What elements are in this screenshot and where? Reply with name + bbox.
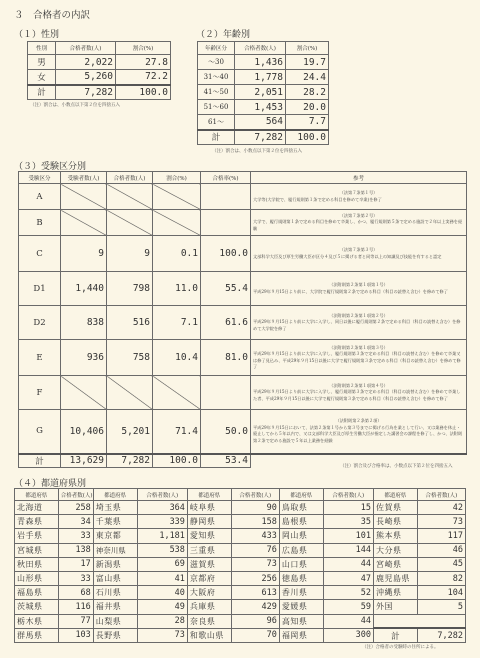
- pref-header-count: 合格者数(人): [58, 489, 93, 501]
- section-heading: ３ 合格者の内訳: [14, 10, 91, 21]
- pref-name: 香川県: [279, 586, 323, 600]
- pref-name: 埼玉県: [93, 501, 137, 515]
- pref-count: 45: [417, 557, 465, 571]
- pref-count: 40: [137, 586, 187, 600]
- reference-title: （法附則第２条第１項第４号）: [329, 382, 388, 388]
- row-label: 女: [28, 70, 56, 85]
- exam-table: [18, 171, 467, 468]
- row-count: 1,453: [235, 100, 286, 115]
- pref-count: [417, 614, 465, 628]
- pref-count: 42: [417, 501, 465, 515]
- pref-name: 青森県: [15, 515, 59, 529]
- pref-name: 島根県: [279, 515, 323, 529]
- total-row: [28, 85, 171, 100]
- table-row: [15, 628, 466, 642]
- total-rate: 53.4: [201, 454, 251, 468]
- gender-header-label: 性別: [28, 42, 56, 55]
- row-label: 51〜60: [198, 100, 235, 115]
- row-ratio: 19.7: [286, 55, 329, 70]
- pref-header-count: 合格者数(人): [137, 489, 187, 501]
- reference-text: 大学で、履行規則第１条で定める科目を修めて卒業し、かつ、履行規則第５条で定める施設で２年以上実務を経験: [253, 219, 463, 231]
- pref-name: 長野県: [93, 628, 137, 642]
- pref-count: 613: [231, 586, 279, 600]
- pref-header-count: 合格者数(人): [231, 489, 279, 501]
- reference-title: （法第７条第２号）: [339, 212, 378, 218]
- pref-count: 433: [231, 529, 279, 543]
- row-passed: [107, 210, 153, 236]
- age-table: [197, 41, 329, 145]
- table-row: [19, 272, 467, 306]
- pref-count: 33: [58, 529, 93, 543]
- table-row: [15, 529, 466, 543]
- pref-name: 福島県: [15, 586, 59, 600]
- exam-header-rate: 合格率(%): [201, 172, 251, 184]
- pref-header-name: 都道府県: [15, 489, 59, 501]
- pref-header-name: 都道府県: [279, 489, 323, 501]
- pref-name: 神奈川県: [93, 543, 137, 557]
- pref-count: 68: [58, 586, 93, 600]
- row-label: F: [19, 376, 61, 410]
- pref-name: 徳島県: [279, 571, 323, 585]
- reference-text: 文部科学大臣及び厚生労働大臣が区分４及び５に掲げる者と同等以上の知識及び技能を有すると認定: [253, 253, 442, 259]
- pref-name: 静岡県: [187, 515, 231, 529]
- table-row: [198, 115, 329, 130]
- pref-name: 福井県: [93, 600, 137, 614]
- row-label: D2: [19, 306, 61, 340]
- exam-header-ratio: 割合(%): [153, 172, 201, 184]
- pref-count: 429: [231, 600, 279, 614]
- reference-text: 平成29年９月15日より前に大学に入学し、履行規則第３条で定める科目（科目の読替え含む）を修めて卒業した者、平成29年９月15日以後に大学で履行規則第３条で定める科目（科目の読替え含む）を修めて修了: [253, 389, 461, 401]
- row-rate: 81.0: [201, 340, 251, 376]
- row-reference: [251, 236, 467, 272]
- pref-name: 群馬県: [15, 628, 59, 642]
- row-passed: [107, 376, 153, 410]
- total-count: 7,282: [235, 130, 286, 145]
- pref-name: 山口県: [279, 557, 323, 571]
- row-count: 2,022: [56, 55, 116, 70]
- table-row: [19, 236, 467, 272]
- row-reference: [251, 410, 467, 454]
- pref-count: 70: [231, 628, 279, 642]
- row-rate: [201, 184, 251, 210]
- pref-count: 96: [231, 614, 279, 628]
- table-row: [15, 501, 466, 515]
- row-ratio: 71.4: [153, 410, 201, 454]
- pref-name: 佐賀県: [373, 501, 417, 515]
- pref-count: 339: [137, 515, 187, 529]
- pref-name: 愛知県: [187, 529, 231, 543]
- row-passed: 516: [107, 306, 153, 340]
- row-ratio: 24.4: [286, 70, 329, 85]
- pref-count: 28: [137, 614, 187, 628]
- total-count: 7,282: [56, 85, 116, 100]
- total-label: 計: [198, 130, 235, 145]
- table-row: [19, 184, 467, 210]
- pref-header-name: 都道府県: [93, 489, 137, 501]
- total-label: 計: [28, 85, 56, 100]
- pref-count: 538: [137, 543, 187, 557]
- pref-name: 栃木県: [15, 614, 59, 628]
- gender-title: （１）性別: [14, 30, 60, 40]
- pref-name: 富山県: [93, 571, 137, 585]
- reference-text: 平成29年９月15日より前に大学に入学し、履行規則第３条で定める科目（科目の読替え含む）を修めて卒業又は修了見込み、平成29年９月15日以後に大学で履行規則第３条で定める科目（科目の読替え含む）を修めて修了: [253, 351, 461, 369]
- pref-name: 高知県: [279, 614, 323, 628]
- pref-name: 岡山県: [279, 529, 323, 543]
- pref-header-name: 都道府県: [187, 489, 231, 501]
- row-label: G: [19, 410, 61, 454]
- table-row: [15, 571, 466, 585]
- pref-name: 奈良県: [187, 614, 231, 628]
- exam-note: （注）割合及び合格率は、小数点以下第２位を四捨五入: [340, 464, 453, 469]
- pref-name: 和歌山県: [187, 628, 231, 642]
- table-row: [15, 600, 466, 614]
- age-header-label: 年齢区分: [198, 42, 235, 55]
- pref-count: 34: [58, 515, 93, 529]
- pref-count: 73: [231, 557, 279, 571]
- row-ratio: [153, 210, 201, 236]
- row-ratio: 28.2: [286, 85, 329, 100]
- row-ratio: 7.7: [286, 115, 329, 130]
- pref-name: 兵庫県: [187, 600, 231, 614]
- pref-name: 東京都: [93, 529, 137, 543]
- pref-count: 300: [323, 628, 373, 642]
- pref-count: 101: [323, 529, 373, 543]
- pref-count: 138: [58, 543, 93, 557]
- row-count: 5,260: [56, 70, 116, 85]
- reference-text: 平成29年９月15日より前に、大学院で履行規則第２条で定める科目（科目の読替え含む）を修めて修了: [253, 288, 448, 294]
- pref-count: 258: [58, 501, 93, 515]
- reference-title: （法附則第２条第１項第３号）: [329, 344, 388, 350]
- pref-count: 17: [58, 557, 93, 571]
- age-note: （注）割合は、小数点以下第２位を四捨五入: [212, 149, 302, 154]
- exam-header-category: 受験区分: [19, 172, 61, 184]
- pref-count: 90: [231, 501, 279, 515]
- gender-header-count: 合格者数(人): [56, 42, 116, 55]
- row-label: 61〜: [198, 115, 235, 130]
- row-passed: 758: [107, 340, 153, 376]
- total-row: [198, 130, 329, 145]
- pref-name: 京都府: [187, 571, 231, 585]
- pref-count: 52: [323, 586, 373, 600]
- row-label: A: [19, 184, 61, 210]
- row-ratio: 10.4: [153, 340, 201, 376]
- row-reference: [251, 306, 467, 340]
- pref-name: 滋賀県: [187, 557, 231, 571]
- pref-name: 広島県: [279, 543, 323, 557]
- row-ratio: 27.8: [116, 55, 171, 70]
- row-ratio: 11.0: [153, 272, 201, 306]
- reference-title: （法第７条第３号）: [339, 247, 378, 252]
- pref-count: 49: [137, 600, 187, 614]
- pref-count: 103: [58, 628, 93, 642]
- row-rate: 55.4: [201, 272, 251, 306]
- row-rate: 61.6: [201, 306, 251, 340]
- row-count: 1,778: [235, 70, 286, 85]
- pref-name: 茨城県: [15, 600, 59, 614]
- pref-count: 1,181: [137, 529, 187, 543]
- table-row: [15, 557, 466, 571]
- row-ratio: 7.1: [153, 306, 201, 340]
- total-passed: 7,282: [107, 454, 153, 468]
- reference-text: 平成29年９月15日において、法第２条第１号から第３号までに掲げる行為を業として行い、又は業務を休止・廃止してから５年以内で、又は文部科学大臣及び厚生労働大臣が指定した講習会の課程を修了し、かつ、法附則第２条で定める施設で５年以上業務を経験: [253, 424, 463, 443]
- age-title: （２）年齢別: [196, 30, 251, 40]
- gender-note: （注）割合は、小数点以下第２位を四捨五入: [30, 103, 120, 108]
- pref-count: 47: [323, 571, 373, 585]
- pref-count: 5: [417, 600, 465, 614]
- pref-name: 岐阜県: [187, 501, 231, 515]
- row-ratio: 0.1: [153, 236, 201, 272]
- row-label: C: [19, 236, 61, 272]
- table-row: [198, 100, 329, 115]
- gender-table: [27, 41, 171, 100]
- table-row: [19, 410, 467, 454]
- pref-count: 46: [417, 543, 465, 557]
- total-count: 7,282: [417, 628, 465, 642]
- pref-name: 鹿児島県: [373, 571, 417, 585]
- pref-name: 熊本県: [373, 529, 417, 543]
- pref-name: 福岡県: [279, 628, 323, 642]
- pref-name: 新潟県: [93, 557, 137, 571]
- exam-header-passed: 合格者数(人): [107, 172, 153, 184]
- pref-name: 石川県: [93, 586, 137, 600]
- age-header-count: 合格者数(人): [235, 42, 286, 55]
- row-count: 564: [235, 115, 286, 130]
- pref-count: 73: [137, 628, 187, 642]
- row-rate: 100.0: [201, 236, 251, 272]
- row-label: 〜30: [198, 55, 235, 70]
- table-row: [15, 586, 466, 600]
- pref-header-name: 都道府県: [373, 489, 417, 501]
- total-ratio: 100.0: [286, 130, 329, 145]
- row-examinees: 1,440: [61, 272, 107, 306]
- row-examinees: 10,406: [61, 410, 107, 454]
- pref-name: 大阪府: [187, 586, 231, 600]
- row-label: D1: [19, 272, 61, 306]
- pref-table: [14, 488, 466, 643]
- table-row: [15, 614, 466, 628]
- row-label: 41〜50: [198, 85, 235, 100]
- pref-name: 長崎県: [373, 515, 417, 529]
- row-ratio: 20.0: [286, 100, 329, 115]
- table-row: [19, 210, 467, 236]
- pref-count: 144: [323, 543, 373, 557]
- row-count: 2,051: [235, 85, 286, 100]
- pref-count: 77: [58, 614, 93, 628]
- row-passed: [107, 184, 153, 210]
- pref-name: 秋田県: [15, 557, 59, 571]
- exam-title: （３）受験区分別: [14, 162, 87, 172]
- pref-name: [373, 614, 417, 628]
- pref-header-count: 合格者数(人): [417, 489, 465, 501]
- pref-count: 117: [417, 529, 465, 543]
- table-row: [15, 515, 466, 529]
- table-row: [198, 85, 329, 100]
- gender-header-ratio: 割合(%): [116, 42, 171, 55]
- pref-count: 44: [323, 557, 373, 571]
- pref-title: （４）都道府県別: [14, 479, 87, 489]
- pref-name: 鳥取県: [279, 501, 323, 515]
- pref-count: 82: [417, 571, 465, 585]
- pref-note: （注）合格者の受験時の住所による。: [362, 645, 439, 650]
- row-examinees: 936: [61, 340, 107, 376]
- exam-header-reference: 参考: [251, 172, 467, 184]
- exam-header-examinees: 受験者数(人): [61, 172, 107, 184]
- table-row: [28, 70, 171, 85]
- row-examinees: [61, 210, 107, 236]
- total-examinees: 13,629: [61, 454, 107, 468]
- pref-count: 59: [323, 600, 373, 614]
- pref-count: 73: [417, 515, 465, 529]
- table-row: [28, 55, 171, 70]
- row-ratio: 72.2: [116, 70, 171, 85]
- row-passed: 9: [107, 236, 153, 272]
- pref-count: 116: [58, 600, 93, 614]
- pref-header-count: 合格者数(人): [323, 489, 373, 501]
- pref-name: 沖縄県: [373, 586, 417, 600]
- pref-count: 364: [137, 501, 187, 515]
- pref-name: 宮城県: [15, 543, 59, 557]
- row-label: 男: [28, 55, 56, 70]
- reference-text: 平成29年９月15日より前に大学に入学し、同日以後に履行規則第２条で定める科目（科目の読替え含む）を修めて大学院を修了: [253, 319, 461, 331]
- row-reference: [251, 184, 467, 210]
- pref-name: 外国: [373, 600, 417, 614]
- row-count: 1,436: [235, 55, 286, 70]
- age-header-ratio: 割合(%): [286, 42, 329, 55]
- table-row: [15, 543, 466, 557]
- table-row: [19, 340, 467, 376]
- pref-count: 69: [137, 557, 187, 571]
- row-rate: [201, 210, 251, 236]
- pref-count: 256: [231, 571, 279, 585]
- reference-title: （法附則第２条第１項第２号）: [329, 312, 388, 318]
- row-reference: [251, 376, 467, 410]
- pref-count: 76: [231, 543, 279, 557]
- pref-count: 158: [231, 515, 279, 529]
- pref-name: 山梨県: [93, 614, 137, 628]
- row-passed: 5,201: [107, 410, 153, 454]
- row-rate: 50.0: [201, 410, 251, 454]
- total-label: 計: [19, 454, 61, 468]
- pref-name: 山形県: [15, 571, 59, 585]
- reference-title: （法附則第２条第２項）: [335, 418, 382, 424]
- row-passed: 798: [107, 272, 153, 306]
- pref-count: 35: [323, 515, 373, 529]
- row-examinees: 9: [61, 236, 107, 272]
- pref-name: 北海道: [15, 501, 59, 515]
- row-examinees: [61, 184, 107, 210]
- pref-name: 三重県: [187, 543, 231, 557]
- reference-title: （法附則第２条第１項第１号）: [329, 282, 388, 287]
- row-label: E: [19, 340, 61, 376]
- row-reference: [251, 210, 467, 236]
- table-row: [198, 55, 329, 70]
- table-row: [198, 70, 329, 85]
- row-rate: [201, 376, 251, 410]
- pref-name: 千葉県: [93, 515, 137, 529]
- row-reference: [251, 340, 467, 376]
- row-examinees: [61, 376, 107, 410]
- row-label: B: [19, 210, 61, 236]
- table-row: [19, 376, 467, 410]
- row-ratio: [153, 184, 201, 210]
- reference-title: （法第７条第１号）: [339, 190, 378, 195]
- total-label: 計: [373, 628, 417, 642]
- row-reference: [251, 272, 467, 306]
- pref-name: 大分県: [373, 543, 417, 557]
- row-label: 31〜40: [198, 70, 235, 85]
- pref-name: 愛媛県: [279, 600, 323, 614]
- pref-count: 41: [137, 571, 187, 585]
- pref-count: 44: [323, 614, 373, 628]
- pref-count: 104: [417, 586, 465, 600]
- pref-count: 15: [323, 501, 373, 515]
- pref-name: 宮崎県: [373, 557, 417, 571]
- pref-name: 岩手県: [15, 529, 59, 543]
- total-ratio: 100.0: [153, 454, 201, 468]
- table-row: [19, 306, 467, 340]
- total-ratio: 100.0: [116, 85, 171, 100]
- row-examinees: 838: [61, 306, 107, 340]
- reference-text: 大学等(大学院で、履行規則第１条で定める科目を修めて卒業)を修了: [253, 196, 382, 202]
- row-ratio: [153, 376, 201, 410]
- pref-count: 33: [58, 571, 93, 585]
